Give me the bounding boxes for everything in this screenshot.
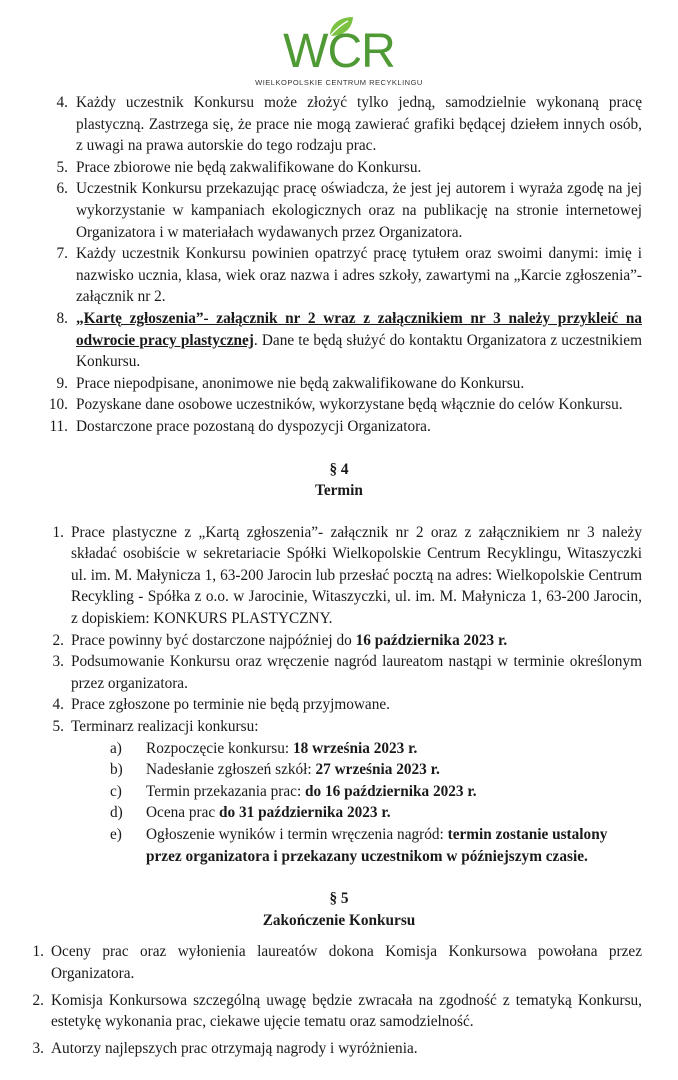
item-number: 6. (56, 180, 68, 198)
item-text: Nadesłanie zgłoszeń szkół: (146, 761, 316, 779)
list-item (0, 157, 678, 179)
list-item (0, 92, 678, 157)
item-text: Prace niepodpisane, anonimowe nie będą zakwalifikowane do Konkursu. (76, 374, 525, 392)
item-number: 3. (52, 653, 64, 671)
list-item (0, 716, 678, 738)
item-text: Każdy uczestnik Konkursu powinien opatrzyć pracę tytułem oraz swoimi danymi: imię i nazwisko ucznia, klasa, wiek oraz nazwa i adres szkoły, zawartymi na „Karcie zgłoszenia”- załącznik nr 2. (76, 245, 642, 306)
list-item (0, 651, 678, 694)
item-text: Rozpoczęcie konkursu: (146, 739, 293, 757)
list-item (0, 243, 678, 308)
regulations-document (0, 92, 678, 1059)
item-letter: b) (110, 761, 123, 779)
list-item (0, 941, 678, 984)
item-letter: a) (110, 739, 122, 757)
schedule-list (0, 738, 678, 868)
item-text: Autorzy najlepszych prac otrzymają nagrody i wyróżnienia. (51, 1039, 418, 1057)
list-item (0, 416, 678, 438)
item-text: Ocena prac (146, 804, 220, 822)
item-number: 11. (49, 417, 68, 435)
list-item (0, 394, 678, 416)
logo-wordmark (0, 26, 678, 78)
item-text: Ogłoszenie wyników i termin wręczenia nagród: (146, 826, 448, 843)
logo-letter-r: R (361, 25, 395, 78)
list-item (0, 178, 678, 243)
section5-symbol: § 5 (329, 890, 349, 908)
item-text: Podsumowanie Konkursu oraz wręczenie nagród laureatom nastąpi w terminie określonym przez organizatora. (71, 653, 642, 692)
item-text: Dostarczone prace pozostaną do dyspozycji Organizatora. (76, 417, 431, 435)
schedule-item (0, 759, 678, 781)
item-number: 3. (32, 1039, 44, 1057)
schedule-item (0, 824, 678, 867)
section4-list (0, 522, 678, 738)
item-text: Uczestnik Konkursu przekazując pracę oświadcza, że jest jej autorem i wyraża zgodę na jej wykorzystanie w kampaniach ekologicznych oraz na publikację na stronie internetowej Organizatora i w materiałach wydawanych przez Organizatora. (76, 180, 642, 241)
item-number: 9. (56, 374, 68, 392)
item-text: Prace zgłoszone po terminie nie będą przyjmowane. (71, 696, 390, 714)
logo-subtitle: WIELKOPOLSKIE CENTRUM RECYKLINGU (255, 78, 423, 87)
item-text: Komisja Konkursowa szczególną uwagę będzie zwracała na zgodność z tematyką Konkursu, estetykę wykonania prac, ciekawe ujęcie tematu oraz samodzielność. (51, 991, 642, 1031)
item-text: Każdy uczestnik Konkursu może złożyć tylko jedną, samodzielnie wykonaną pracę plastyczną. Zastrzega się, że prace nie mogą zawierać grafiki będącej dziełem innych osób, z uwagi na prawa autorskie do tego rodzaju prac. (76, 94, 642, 155)
list-item (0, 1038, 678, 1060)
section5-list (0, 941, 678, 1059)
wcr-logo (0, 8, 678, 88)
list-item (0, 373, 678, 395)
item-number: 1. (32, 943, 44, 961)
item-number: 2. (32, 991, 44, 1009)
item-text: Termin przekazania prac: (146, 782, 306, 800)
item-date: do 16 października 2023 r. (305, 782, 477, 800)
item-text: . Dane te będą służyć do kontaktu Organizatora z uczestnikiem Konkursu. (76, 331, 642, 371)
item-number: 10. (48, 396, 68, 414)
section4-title: Termin (315, 482, 363, 500)
item-date: termin zostanie ustalony przez organizatora i przekazany uczestnikom w późniejszym czasie. (146, 826, 608, 865)
list-item (0, 694, 678, 716)
item-number: 4. (52, 696, 64, 714)
item-date: do 31 października 2023 r. (219, 804, 391, 822)
item-text: Prace zbiorowe nie będą zakwalifikowane do Konkursu. (76, 158, 422, 176)
item-number: 1. (52, 523, 64, 541)
item-number: 2. (52, 631, 64, 649)
list-item (0, 308, 678, 373)
section5-title: Zakończenie Konkursu (262, 911, 416, 929)
list-item (0, 522, 678, 630)
schedule-item (0, 738, 678, 760)
list-item (0, 990, 678, 1033)
item-date: 16 października 2023 r. (355, 631, 508, 649)
item-number: 8. (56, 309, 68, 327)
item-text: Oceny prac oraz wyłonienia laureatów dokona Komisja Konkursowa powołana przez Organizatora. (51, 943, 642, 982)
section3-list (0, 92, 678, 438)
item-number: 7. (56, 245, 68, 263)
item-letter: e) (110, 826, 122, 843)
item-text: Terminarz realizacji konkursu: (71, 718, 259, 736)
logo-letter-c: C (327, 25, 362, 78)
item-date: 27 września 2023 r. (315, 761, 440, 779)
item-bold-underlined-text: „Kartę zgłoszenia”- załącznik nr 2 wraz z załącznikiem nr 3 należy przykleić na odwrocie pracy plastycznej (76, 309, 642, 349)
item-date: 18 września 2023 r. (292, 739, 418, 757)
item-letter: d) (110, 804, 123, 822)
logo-letter-w: W (283, 25, 328, 78)
item-number: 5. (56, 158, 68, 176)
list-item (0, 630, 678, 652)
item-text: Prace plastyczne z „Kartą zgłoszenia”- załącznik nr 2 oraz z załącznikiem nr 3 należy składać osobiście w sekretariacie Spółki Wielkopolskie Centrum Recyklingu, Witaszyczki ul. im. M. Małynicza 1, 63-200 Jarocin lub przesłać pocztą na adres: Wielkopolskie Centrum Recykling - Spółka z o.o. w Jarocinie, Witaszyczki, ul. im. M. Małynicza 1, 63-200 Jarocin, z dopiskiem: KONKURS PLASTYCZNY. (71, 523, 642, 628)
item-letter: c) (110, 782, 122, 800)
item-text: Prace powinny być dostarczone najpóźniej do (71, 631, 356, 649)
schedule-item (0, 802, 678, 824)
item-text: Pozyskane dane osobowe uczestników, wykorzystane będą włącznie do celów Konkursu. (76, 396, 623, 414)
schedule-item (0, 781, 678, 803)
section4-symbol: § 4 (329, 460, 349, 478)
item-number: 5. (52, 718, 64, 736)
item-number: 4. (56, 94, 68, 111)
